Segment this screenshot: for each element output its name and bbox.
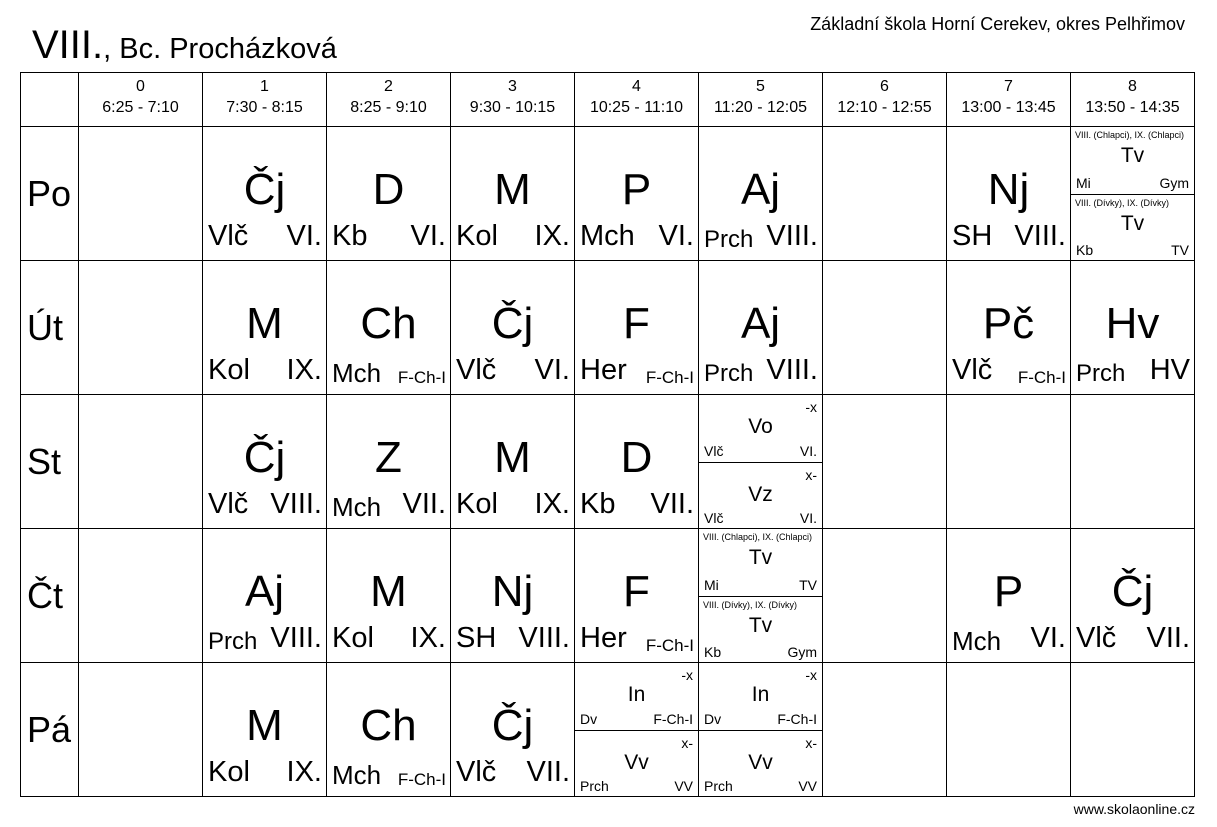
lesson-room: IX.: [286, 756, 322, 788]
lesson-teacher: Vlč: [456, 354, 497, 386]
lesson-subject: F: [623, 299, 650, 348]
lesson-subject: Vo: [748, 415, 773, 438]
period-header: [327, 73, 451, 127]
lesson-subject: Hv: [1105, 299, 1160, 348]
lesson-teacher: Her: [580, 354, 627, 386]
lesson-subject: Vz: [748, 482, 773, 506]
lesson-room: IX.: [286, 354, 322, 386]
lesson-subject: Nj: [491, 567, 534, 616]
lesson-room: VIII.: [766, 220, 818, 252]
week-parity: -x: [805, 667, 817, 683]
period-time: 8:25 - 9:10: [350, 99, 427, 116]
lesson-teacher: Dv: [580, 710, 598, 727]
lesson-subject: Čj: [243, 433, 286, 482]
lesson-subject: Tv: [1120, 211, 1145, 235]
lesson-room: VI.: [1030, 622, 1066, 654]
lesson-subject: Vv: [624, 750, 649, 774]
lesson-room: IX.: [410, 622, 446, 654]
lesson-teacher: Prch: [580, 778, 609, 794]
period-time: 13:50 - 14:35: [1085, 99, 1180, 116]
period-number: 8: [1128, 78, 1137, 95]
lesson-room: VIII.: [518, 622, 570, 654]
lesson-teacher: Vlč: [704, 442, 724, 459]
lesson-room: VIII.: [270, 622, 322, 654]
page-title: [32, 22, 337, 72]
lesson-subject: Tv: [748, 613, 773, 637]
lesson-cell: [327, 127, 451, 261]
lesson-teacher: Vlč: [1076, 622, 1117, 654]
lesson-teacher: Mch: [332, 358, 382, 388]
lesson-subject: Čj: [491, 701, 534, 750]
lesson-cell: [699, 261, 823, 395]
split-lesson-cell: [575, 663, 699, 797]
lesson-subject: Aj: [740, 165, 781, 214]
lesson-room: VV: [798, 778, 817, 794]
lesson-teacher: Kol: [456, 220, 498, 252]
lesson-teacher: SH: [456, 622, 497, 654]
lesson-subject: Vv: [748, 750, 773, 774]
group-lesson: [1071, 127, 1194, 194]
class-name: VIII.: [32, 23, 104, 67]
lesson-cell: [947, 261, 1071, 395]
lesson-teacher: Mi: [1076, 174, 1091, 191]
lesson-teacher: Mch: [952, 626, 1002, 656]
lesson-teacher: Mi: [704, 576, 719, 593]
lesson-room: VI.: [534, 354, 570, 386]
day-row-po: [21, 127, 1195, 261]
split-lesson-cell: [699, 529, 823, 663]
lesson-teacher: Kb: [704, 644, 722, 660]
lesson-room: VIII.: [1014, 220, 1066, 252]
lesson-teacher: Vlč: [704, 510, 724, 526]
corner-cell: [21, 73, 79, 127]
day-row-st: [21, 395, 1195, 529]
lesson-room: IX.: [534, 220, 570, 252]
period-header: [575, 73, 699, 127]
group-lesson: [1071, 194, 1194, 262]
period-number: 4: [632, 78, 641, 95]
lesson-cell: [947, 529, 1071, 663]
period-header: [1071, 73, 1195, 127]
period-number: 6: [880, 78, 889, 95]
lesson-cell: [451, 127, 575, 261]
lesson-subject: F: [623, 567, 650, 616]
lesson-room: VIII.: [270, 488, 322, 520]
lesson-cell: [327, 663, 451, 797]
lesson-cell: [575, 261, 699, 395]
empty-slot: [823, 127, 947, 261]
week-lesson: [699, 730, 822, 798]
week-lesson: [699, 663, 822, 730]
day-row-ut: [21, 261, 1195, 395]
lesson-room: VIII.: [766, 354, 818, 386]
lesson-room: VV: [674, 778, 693, 794]
lesson-subject: M: [246, 299, 283, 348]
lesson-group: VIII. (Dívky), IX. (Dívky): [1075, 197, 1169, 208]
lesson-cell: [203, 127, 327, 261]
lesson-group: VIII. (Chlapci), IX. (Chlapci): [703, 532, 813, 542]
lesson-teacher: Mch: [332, 492, 382, 522]
lesson-teacher: Prch: [1076, 360, 1126, 387]
period-time: 9:30 - 10:15: [469, 99, 556, 116]
lesson-subject: Z: [375, 433, 402, 482]
empty-slot: [79, 395, 203, 529]
empty-slot: [947, 663, 1071, 797]
lesson-group: VIII. (Chlapci), IX. (Chlapci): [1075, 130, 1185, 140]
lesson-room: VI.: [799, 510, 817, 526]
period-number: 0: [136, 78, 145, 95]
lesson-subject: P: [993, 567, 1024, 616]
lesson-teacher: Vlč: [208, 488, 249, 520]
empty-slot: [79, 529, 203, 663]
empty-slot: [1071, 663, 1195, 797]
split-lesson-cell: [699, 663, 823, 797]
lesson-teacher: Her: [580, 622, 627, 654]
lesson-room: TV: [799, 576, 817, 593]
lesson-room: F-Ch-I: [653, 710, 693, 727]
lesson-cell: [1071, 529, 1195, 663]
day-row-pa: [21, 663, 1195, 797]
period-header: [699, 73, 823, 127]
lesson-teacher: Prch: [208, 628, 258, 655]
lesson-subject: Tv: [1120, 144, 1145, 167]
lesson-room: VII.: [650, 488, 694, 520]
lesson-room: F-Ch-I: [777, 710, 817, 727]
lesson-subject: Čj: [1111, 567, 1154, 616]
lesson-room: HV: [1149, 354, 1190, 386]
lesson-teacher: Kol: [456, 488, 498, 520]
period-header: [823, 73, 947, 127]
period-time: 6:25 - 7:10: [102, 99, 179, 116]
lesson-subject: Aj: [244, 567, 285, 616]
period-number: 2: [384, 78, 393, 95]
lesson-subject: Čj: [491, 299, 534, 348]
split-lesson-cell: [1071, 127, 1195, 261]
lesson-room: VI.: [410, 220, 446, 252]
empty-slot: [79, 663, 203, 797]
lesson-subject: Ch: [360, 299, 417, 348]
lesson-teacher: Kb: [1076, 242, 1094, 258]
lesson-subject: Čj: [243, 165, 286, 214]
lesson-cell: [203, 663, 327, 797]
lesson-teacher: Kb: [580, 488, 616, 520]
lesson-teacher: Vlč: [456, 756, 497, 788]
lesson-teacher: Kol: [332, 622, 374, 654]
period-header: [79, 73, 203, 127]
lesson-room: F-Ch-I: [645, 368, 694, 387]
lesson-subject: D: [372, 165, 405, 214]
day-label: Pá: [21, 663, 79, 797]
empty-slot: [79, 127, 203, 261]
lesson-subject: M: [246, 701, 283, 750]
empty-slot: [823, 395, 947, 529]
lesson-room: VI.: [799, 442, 817, 459]
week-lesson: [699, 395, 822, 462]
lesson-subject: In: [627, 683, 646, 706]
lesson-subject: Tv: [748, 546, 773, 569]
period-number: 1: [260, 78, 269, 95]
lesson-cell: [203, 529, 327, 663]
lesson-subject: Pč: [982, 299, 1035, 348]
lesson-group: VIII. (Dívky), IX. (Dívky): [703, 599, 797, 610]
lesson-cell: [327, 529, 451, 663]
lesson-subject: Nj: [987, 165, 1030, 214]
empty-slot: [823, 261, 947, 395]
lesson-cell: [451, 529, 575, 663]
period-time: 10:25 - 11:10: [589, 99, 684, 116]
week-lesson: [699, 462, 822, 530]
class-teacher: , Bc. Procházková: [103, 33, 337, 65]
lesson-cell: [575, 127, 699, 261]
lesson-subject: P: [621, 165, 652, 214]
lesson-teacher: Prch: [704, 360, 754, 387]
group-lesson: [699, 596, 822, 664]
header-row: [21, 73, 1195, 127]
lesson-cell: [451, 395, 575, 529]
week-lesson: [575, 730, 698, 798]
lesson-subject: D: [620, 433, 653, 482]
period-number: 5: [756, 78, 765, 95]
lesson-room: VI.: [286, 220, 322, 252]
lesson-subject: In: [751, 683, 770, 706]
lesson-room: F-Ch-I: [1017, 368, 1066, 387]
lesson-cell: [699, 127, 823, 261]
lesson-cell: [575, 395, 699, 529]
day-label: St: [21, 395, 79, 529]
lesson-room: VII.: [1146, 622, 1190, 654]
lesson-subject: M: [370, 567, 407, 616]
period-number: 7: [1004, 78, 1013, 95]
timetable: [20, 72, 1195, 797]
period-number: 3: [508, 78, 517, 95]
empty-slot: [823, 663, 947, 797]
week-parity: x-: [805, 734, 817, 751]
lesson-room: IX.: [534, 488, 570, 520]
lesson-teacher: Vlč: [208, 220, 249, 252]
lesson-subject: Ch: [360, 701, 417, 750]
lesson-cell: [203, 261, 327, 395]
period-header: [451, 73, 575, 127]
lesson-teacher: SH: [952, 220, 993, 252]
lesson-teacher: Dv: [704, 710, 722, 727]
lesson-teacher: Mch: [580, 220, 635, 252]
lesson-room: TV: [1171, 242, 1189, 258]
empty-slot: [823, 529, 947, 663]
day-label: Po: [21, 127, 79, 261]
footer-link[interactable]: www.skolaonline.cz: [1073, 801, 1195, 817]
week-parity: -x: [681, 667, 693, 683]
day-label: Čt: [21, 529, 79, 663]
lesson-teacher: Kb: [332, 220, 368, 252]
lesson-room: F-Ch-I: [397, 368, 446, 387]
lesson-teacher: Prch: [704, 226, 754, 253]
lesson-room: VI.: [658, 220, 694, 252]
period-time: 13:00 - 13:45: [961, 99, 1056, 116]
lesson-subject: Aj: [740, 299, 781, 348]
week-parity: x-: [681, 734, 693, 751]
period-time: 7:30 - 8:15: [226, 99, 303, 116]
school-name: Základní škola Horní Cerekev, okres Pelhřimov: [810, 14, 1185, 34]
lesson-room: F-Ch-I: [397, 770, 446, 789]
lesson-teacher: Kol: [208, 354, 250, 386]
lesson-teacher: Prch: [704, 778, 733, 794]
period-header: [947, 73, 1071, 127]
lesson-subject: M: [494, 165, 531, 214]
split-lesson-cell: [699, 395, 823, 529]
empty-slot: [1071, 395, 1195, 529]
empty-slot: [79, 261, 203, 395]
lesson-room: VII.: [402, 488, 446, 520]
lesson-teacher: Vlč: [952, 354, 993, 386]
period-time: 12:10 - 12:55: [837, 99, 932, 116]
period-header: [203, 73, 327, 127]
lesson-cell: [203, 395, 327, 529]
lesson-cell: [327, 261, 451, 395]
lesson-cell: [327, 395, 451, 529]
lesson-room: Gym: [1159, 174, 1189, 191]
lesson-cell: [1071, 261, 1195, 395]
period-time: 11:20 - 12:05: [713, 99, 808, 116]
lesson-cell: [451, 663, 575, 797]
lesson-cell: [575, 529, 699, 663]
lesson-room: F-Ch-I: [645, 636, 694, 655]
lesson-cell: [947, 127, 1071, 261]
week-parity: -x: [805, 399, 817, 415]
lesson-cell: [451, 261, 575, 395]
lesson-subject: M: [494, 433, 531, 482]
week-lesson: [575, 663, 698, 730]
group-lesson: [699, 529, 822, 596]
week-parity: x-: [805, 466, 817, 483]
day-row-ct: [21, 529, 1195, 663]
lesson-room: Gym: [787, 644, 817, 660]
lesson-teacher: Kol: [208, 756, 250, 788]
lesson-teacher: Mch: [332, 760, 382, 790]
empty-slot: [947, 395, 1071, 529]
day-label: Út: [21, 261, 79, 395]
lesson-room: VII.: [526, 756, 570, 788]
